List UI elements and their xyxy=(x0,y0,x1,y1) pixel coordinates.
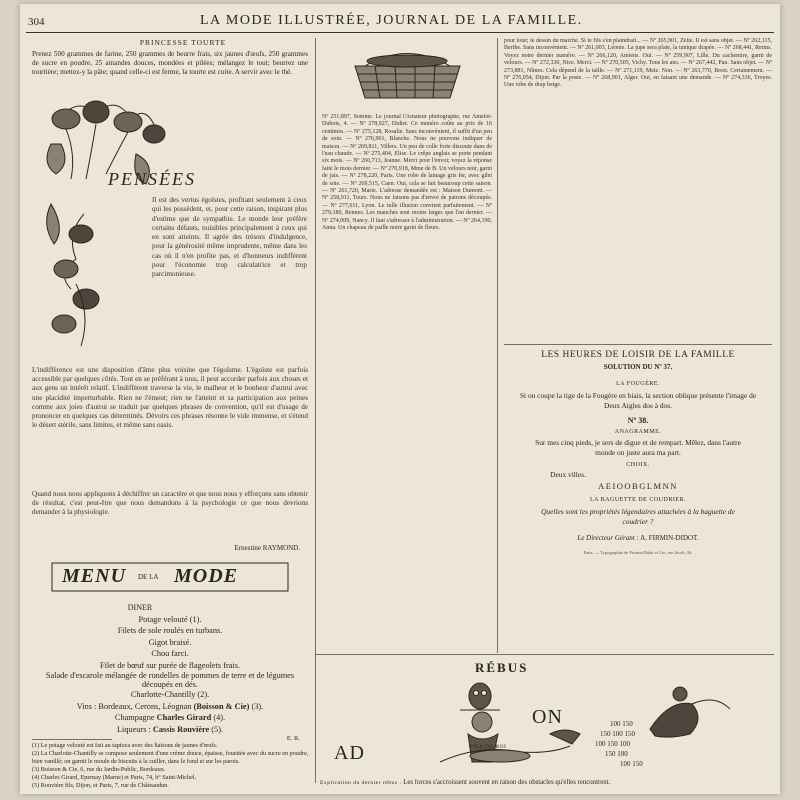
footnote-4: (4) Charles Girard, Epernay (Marne) et Paris, 74, b° Saint-Michel. xyxy=(32,774,197,781)
choix-title: CHOIX. xyxy=(626,462,650,468)
svg-text:100 150 100: 100 150 100 xyxy=(595,740,630,748)
basket-illustration xyxy=(325,36,490,111)
fougere-text: Si on coupe la tige de la Fougère en biais, la section oblique présente l'image de Deux Aigles dos à dos. xyxy=(519,391,757,410)
pensees-paragraph-1: Il est des vertus égoïstes, profitant seulement à ceux qui les possèdent, et, pour cette raison, inspirant plus d'estime que de sympathie. Le monde leur préfère certains défauts, nuisibles principalement à ceux qui en sont atteints. Il agrée des trésors d'indulgence, pour la générosité même imprudente, même dans les cas où il n'en profite pas, et d'honneurs indifférent pour l'économie trop calculatrice et trop parcimonieuse. xyxy=(152,196,307,279)
menu-title-right: MODE xyxy=(174,565,239,587)
basket-icon xyxy=(325,36,490,111)
menu-line-3: Gigot braisé. xyxy=(148,637,192,647)
footnote-3: (3) Boisson & Cie, 6, rue du Jardin-Public, Bordeaux. xyxy=(32,766,166,773)
recipe-section xyxy=(32,38,308,77)
menu-wines-suffix: (3). xyxy=(251,701,264,711)
anagramme-text: Sur mes cinq pieds, je sers de digue et de rempart. Mêlez, dans l'autre monde on juste aura ma part. xyxy=(535,438,741,457)
baguette-text: Quelles sont les propriétés légendaires attachées à la baguette de coudrier ? xyxy=(541,507,735,526)
menu-line-1: Potage velouté (1). xyxy=(138,614,202,624)
menu-line-2: Filets de sole roulés en turbans. xyxy=(117,626,223,635)
rebus-rule xyxy=(316,654,774,655)
menu-wines xyxy=(40,701,300,713)
menu-signature: E. R. xyxy=(286,735,300,742)
footnote-rule xyxy=(32,739,112,740)
reclining-figure-icon xyxy=(440,730,580,762)
printer-line: Paris. — Typographie de Firmin-Didot et Cie, rue Jacob, 56. xyxy=(583,550,693,555)
owl-icon xyxy=(460,683,500,710)
rebus-explanation-label: Explication du dernier rébus : xyxy=(320,780,402,786)
page-header xyxy=(20,10,780,34)
svg-text:150 100: 150 100 xyxy=(605,750,628,758)
menu-line-6: Salade d'escarole mélangée de rondelles de pommes de terre et de légumes découpés en dés. xyxy=(45,671,295,689)
choix-letters: AEIOOBGLMNN xyxy=(598,481,678,491)
rebus-on: ON xyxy=(532,706,563,728)
rebus-illustration xyxy=(320,674,774,774)
loisirs-section xyxy=(504,350,772,555)
footnote-1: (1) Le potage velouté est fait au tapioca avec des liaisons de jaunes d'œufs. xyxy=(32,742,218,749)
menu-liqueurs-suffix: (5). xyxy=(211,724,224,734)
recipe-text: Prenez 500 grammes de farine, 250 grammes de beurre frais, six jaunes d'œufs, 250 grammes de sucre en poudre, 25 amandes douces, mondées et pilées; mélangez le tout; beurrez une tourtière; mettez-y la pâte; quand celle-ci est ferme, la tourte est cuite. A servir avec le thé. xyxy=(32,50,308,76)
seated-figure-icon xyxy=(650,687,730,737)
loisirs-rule xyxy=(504,344,772,345)
footnote-2: (2) La Charlotte-Chantilly se compose seulement d'une crème douce, épaisse, fouettée avec du sucre en poudre, bien vanillé; on garnit le moule de biscuits à la cuiller, dans le fond et sur les parois. xyxy=(32,750,309,765)
menu-line-4: Chou farci. xyxy=(151,649,189,658)
director-name: A. FIRMIN-DIDOT. xyxy=(640,534,699,542)
recipe-title: PRINCESSE TOURTE xyxy=(139,38,227,47)
menu-champagne-brand: Charles Girard xyxy=(156,713,212,722)
svg-text:150 100 150: 150 100 150 xyxy=(600,730,635,738)
menu-title-mid: DE LA xyxy=(138,573,159,581)
menu-champagne-suffix: (4). xyxy=(213,713,226,722)
menu-liqueurs xyxy=(40,724,300,736)
menu-line-5: Filet de bœuf sur purée de flageolets frais. xyxy=(99,660,241,670)
correspondence-column-right: pour loué; le dessin du marché. Si le fils s'en plaindrait... — Nº 265,901, Zélie. Il est sans objet. — Nº 262,115, Berthe. Sans inconvénient. — Nº 261,003, Léonie. La jupe sera plate, la tunique drapée. — Nº 268,441, Reims. Voyez notre dernier numéro. — Nº 266,120, Amiens. Oui. — Nº 259,907, Lille. Du cachemire, garni de velours. — Nº 272,330, Nice. Merci. — Nº 270,505, Vichy. Tous les ans. — Nº 267,442, Pau. Sans objet. — Nº 273,881, Nîmes. Cela dépend de la taille. — Nº 271,119, Metz. Non. — Nº 263,770, Brest. Certainement. — Nº 276,054, Dijon. Par la poste. — Nº 268,901, Alger. Oui, en faisant une demande. — Nº 274,336, Troyes. Une robe de drap beige. xyxy=(504,38,772,89)
svg-text:100 150: 100 150 xyxy=(620,760,643,768)
journal-title: LA MODE ILLUSTRÉE, JOURNAL DE LA FAMILLE. xyxy=(200,13,583,28)
header-rule xyxy=(26,32,774,33)
menu-line-7: Charlotte-Chantilly (2). xyxy=(130,690,210,699)
rebus-ad: AD xyxy=(334,742,365,764)
menu-title-left: MENU xyxy=(62,565,127,587)
menu-champagne xyxy=(40,712,300,724)
menu-heading: DINER xyxy=(127,603,153,612)
rebus-title: RÉBUS xyxy=(475,660,529,675)
menu-liqueurs-brand: Cassis Rouvière xyxy=(152,724,210,734)
pensees-title: PENSÉES xyxy=(108,169,196,189)
loisirs-title: LES HEURES DE LOISIR DE LA FAMILLE xyxy=(541,350,735,360)
page-number: 304 xyxy=(28,16,45,28)
director-label: Le Directeur Gérant : xyxy=(577,534,639,542)
menu-wines-brand: (Boisson & Cie) xyxy=(193,701,250,711)
loisirs-solution: SOLUTION DU Nº 37. xyxy=(603,363,673,371)
footnote-5: (5) Rouvière fils, Dijon, et Paris, 7, rue de Châteaudun. xyxy=(32,782,169,789)
menu-liqueurs-prefix: Liqueurs : xyxy=(116,724,151,734)
choix-label: Deux villes. xyxy=(550,470,586,479)
number-cluster-icon xyxy=(595,720,643,768)
director-line xyxy=(504,534,772,542)
pensees-paragraph-2: L'indifférence est une disposition d'âme plus voisine que l'égoïsme. L'égoïste est parfois accessible par quelques côtés. Tout en se préférant à tous, il peut accorder parfois aux choses et aux gens un intérêt relatif. L'indifférent traverse la vie, le malheur et le bonheur d'autrui avec une placidité imperturbable. Rien ne l'émeut; rien ne l'atteint et sa participation aux peines comme aux joies d'autrui se traduit par quelques phrases de convention, qu'il est d'usage de prononcer en quelques cas déterminés. Dévoirs ces phrases résonne le vide immense, et s'étend le désert stérile, sans limites, et même sans oasis. xyxy=(32,366,308,430)
menu-wines-prefix: Vins : Bordeaux, Cerons, Léognan xyxy=(76,701,192,711)
menu-body xyxy=(40,602,300,743)
baguette-title: LA BAGUETTE DE COUDRIER. xyxy=(590,497,686,503)
rebus-explanation xyxy=(320,779,774,786)
correspondence-column-middle: Nº 251,897, Somme. Le journal l'Amateur photographe, rue Amelot-Dubois, 4. — Nº 278,927, Didier. Ce numéro coûte au prix de 16 centimes. — Nº 275,128, Rosalie. Sans inconvénient, il suffit d'un peu de soin. — Nº 276,901, Blanche. Nous ne pouvons indiquer de maison. — Nº 269,811, Villers. Un peu de colle forte dissoute dans de l'eau chaude. — Nº 275,404, Elise. Le crêpe anglais se porte pendant six mois. — Nº 260,713, Jeanne. Merci pour l'envoi; voyez la réponse faite le mois dernier. — Nº 270,918, Mme de B. Un velours noir, garni de jais. — Nº 278,220, Paris. Une robe de lainage gris fer, avec gilet de soie. — Nº 269,515, Caen. Oui, cela se fait beaucoup cette saison. — Nº 261,720, Marie. L'adresse demandée est : Maison Dumont. — Nº 258,911, Tours. Nous ne faisons pas d'envoi de patrons découpés. — Nº 277,611, Lyon. Le tulle illusion convient parfaitement. — Nº 279,180, Rennes. Les manches sont moins larges que l'an dernier. — Nº 274,009, Nancy. Il faut s'adresser à l'administration. — Nº 264,190, Anna. Un chapeau de paille noire garni de fleurs. xyxy=(322,114,492,232)
rebus-fils-de-roi: FILS DE ROI xyxy=(470,744,507,750)
menu-footnotes xyxy=(32,742,310,790)
fougere-title: LA FOUGÈRE. xyxy=(616,381,660,387)
pensees-paragraph-3: Quand nous nous appliquons à déchiffrer un caractère et que nous nous y efforçons sans obtenir de résultat, c'est peut-être que nous demandons à la psychologie ce que nous devrions demander à la physiologie. xyxy=(32,490,308,517)
menu-champagne-prefix: Champagne xyxy=(114,713,155,722)
anagramme-title: ANAGRAMME. xyxy=(614,429,662,435)
column-divider-2 xyxy=(497,38,498,653)
pensees-title-block xyxy=(108,169,228,190)
svg-text:100 150: 100 150 xyxy=(610,720,633,728)
puzzle-number: Nº 38. xyxy=(627,416,649,425)
menu-header xyxy=(50,559,290,595)
pensees-author: Ernestine RAYMOND. xyxy=(234,544,300,552)
column-divider-1 xyxy=(315,38,316,783)
journal-page xyxy=(20,4,780,794)
rebus-explanation-text: Les forces s'accroissent souvent en raison des obstacles qu'elles rencontrent. xyxy=(403,779,611,786)
